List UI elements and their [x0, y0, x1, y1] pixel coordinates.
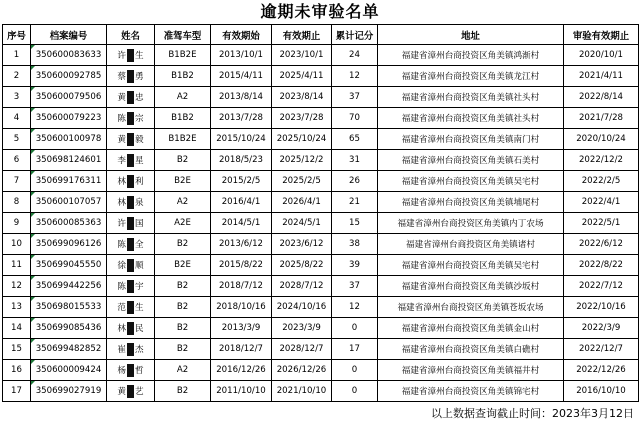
cell-valid-from: 2016/12/26 — [211, 360, 272, 381]
cell-valid-to: 2023/10/1 — [272, 45, 332, 66]
cell-points: 31 — [332, 150, 378, 171]
cell-inspection-expiry: 2020/10/24 — [564, 129, 639, 150]
given-name: 生 — [135, 50, 144, 61]
query-cutoff-note: 以上数据查询截止时间：2023年3月12日 — [431, 407, 634, 420]
surname: 李 — [117, 155, 126, 166]
cell-valid-to: 2023/8/14 — [272, 87, 332, 108]
redaction-mark — [127, 91, 134, 104]
surname: 林 — [117, 323, 126, 334]
cell-file-number: 350600100978 — [31, 129, 107, 150]
cell-file-number: 350699442256 — [31, 276, 107, 297]
cell-file-number: 350698015533 — [31, 297, 107, 318]
cell-license-class: B1B2 — [155, 66, 211, 87]
cell-file-number: 350600085363 — [31, 213, 107, 234]
table-row — [3, 66, 639, 87]
cell-name — [107, 150, 155, 171]
given-name: 星 — [135, 155, 144, 166]
cell-inspection-expiry: 2022/8/14 — [564, 87, 639, 108]
cell-valid-from: 2013/10/1 — [211, 45, 272, 66]
cell-points: 0 — [332, 360, 378, 381]
cell-name — [107, 129, 155, 150]
table-row — [3, 255, 639, 276]
cell-name — [107, 297, 155, 318]
cell-valid-to: 2023/7/28 — [272, 108, 332, 129]
surname: 陈 — [117, 239, 126, 250]
cell-seq: 9 — [3, 213, 31, 234]
cell-seq: 17 — [3, 381, 31, 402]
table-row — [3, 150, 639, 171]
cell-name — [107, 255, 155, 276]
cell-license-class: B2E — [155, 171, 211, 192]
given-name: 国 — [135, 218, 144, 229]
cell-points: 0 — [332, 318, 378, 339]
given-name: 民 — [135, 323, 144, 334]
redaction-mark — [127, 196, 134, 209]
cell-points: 37 — [332, 87, 378, 108]
cell-valid-from: 2016/4/1 — [211, 192, 272, 213]
given-name: 忠 — [135, 92, 144, 103]
cell-valid-from: 2011/10/10 — [211, 381, 272, 402]
cell-seq: 13 — [3, 297, 31, 318]
redaction-mark — [127, 238, 134, 251]
cell-valid-from: 2013/7/28 — [211, 108, 272, 129]
cell-file-number: 350600083633 — [31, 45, 107, 66]
cell-address: 福建省漳州台商投资区角美镇沙坂村 — [378, 276, 564, 297]
overdue-list-table — [2, 24, 639, 402]
cell-valid-to: 2025/10/24 — [272, 129, 332, 150]
cell-inspection-expiry: 2022/10/16 — [564, 297, 639, 318]
cell-name — [107, 318, 155, 339]
surname: 崔 — [117, 344, 126, 355]
cell-inspection-expiry: 2022/2/5 — [564, 171, 639, 192]
cell-address: 福建省漳州台商投资区角美镇吴宅村 — [378, 255, 564, 276]
cell-address: 福建省漳州台商投资区角美镇福井村 — [378, 360, 564, 381]
cell-inspection-expiry: 2022/8/22 — [564, 255, 639, 276]
cell-name — [107, 108, 155, 129]
header-row — [3, 25, 639, 45]
cell-inspection-expiry: 2020/10/1 — [564, 45, 639, 66]
cell-valid-from: 2013/3/9 — [211, 318, 272, 339]
given-name: 艺 — [135, 386, 144, 397]
cell-valid-to: 2023/3/9 — [272, 318, 332, 339]
surname: 徐 — [117, 260, 126, 271]
table-row — [3, 360, 639, 381]
cell-inspection-expiry: 2022/3/9 — [564, 318, 639, 339]
cell-seq: 4 — [3, 108, 31, 129]
cell-valid-from: 2018/12/7 — [211, 339, 272, 360]
given-name: 顺 — [135, 260, 144, 271]
redaction-mark — [127, 385, 134, 398]
surname: 林 — [117, 197, 126, 208]
cell-seq: 11 — [3, 255, 31, 276]
cell-valid-to: 2028/12/7 — [272, 339, 332, 360]
cell-name — [107, 276, 155, 297]
given-name: 利 — [135, 176, 144, 187]
cell-seq: 2 — [3, 66, 31, 87]
cell-license-class: B2 — [155, 150, 211, 171]
cell-license-class: B2 — [155, 381, 211, 402]
cell-valid-to: 2025/12/2 — [272, 150, 332, 171]
cell-valid-from: 2014/5/1 — [211, 213, 272, 234]
cell-file-number: 350600092785 — [31, 66, 107, 87]
cell-inspection-expiry: 2016/10/10 — [564, 381, 639, 402]
cell-name — [107, 66, 155, 87]
cell-seq: 12 — [3, 276, 31, 297]
surname: 陈 — [117, 113, 126, 124]
surname: 杨 — [117, 365, 126, 376]
cell-inspection-expiry: 2021/4/11 — [564, 66, 639, 87]
header-cell: 有效期始 — [211, 25, 272, 45]
cell-seq: 1 — [3, 45, 31, 66]
cell-address: 福建省漳州台商投资区角美镇鸿渐村 — [378, 45, 564, 66]
cell-valid-from: 2013/6/12 — [211, 234, 272, 255]
cell-points: 65 — [332, 129, 378, 150]
cell-license-class: A2E — [155, 213, 211, 234]
surname: 黄 — [117, 92, 126, 103]
redaction-mark — [127, 70, 134, 83]
table-row — [3, 87, 639, 108]
cell-address: 福建省漳州台商投资区角美镇石美村 — [378, 150, 564, 171]
cell-inspection-expiry: 2021/7/28 — [564, 108, 639, 129]
table-row — [3, 192, 639, 213]
table-row — [3, 297, 639, 318]
cell-seq: 14 — [3, 318, 31, 339]
cell-valid-from: 2015/10/24 — [211, 129, 272, 150]
cell-address: 福建省漳州台商投资区角美镇苍坂农场 — [378, 297, 564, 318]
cell-address: 福建省漳州台商投资区角美镇锦宅村 — [378, 381, 564, 402]
cell-points: 17 — [332, 339, 378, 360]
table-row — [3, 45, 639, 66]
redaction-mark — [127, 133, 134, 146]
cell-valid-from: 2018/7/12 — [211, 276, 272, 297]
redaction-mark — [127, 280, 134, 293]
table-row — [3, 129, 639, 150]
surname: 范 — [117, 302, 126, 313]
cell-file-number: 350698124601 — [31, 150, 107, 171]
cell-file-number: 350600009424 — [31, 360, 107, 381]
cell-valid-to: 2025/4/11 — [272, 66, 332, 87]
cell-license-class: B2 — [155, 339, 211, 360]
cell-name — [107, 192, 155, 213]
cell-address: 福建省漳州台商投资区角美镇龙江村 — [378, 66, 564, 87]
cell-file-number: 350699482852 — [31, 339, 107, 360]
cell-points: 21 — [332, 192, 378, 213]
redaction-mark — [127, 49, 134, 62]
cell-points: 15 — [332, 213, 378, 234]
cell-file-number: 350699096126 — [31, 234, 107, 255]
table-row — [3, 339, 639, 360]
cell-name — [107, 234, 155, 255]
cell-license-class: B2 — [155, 234, 211, 255]
cell-license-class: B2 — [155, 297, 211, 318]
cell-name — [107, 381, 155, 402]
table-row — [3, 171, 639, 192]
table-row — [3, 108, 639, 129]
cell-file-number: 350600079223 — [31, 108, 107, 129]
given-name: 勇 — [135, 71, 144, 82]
cell-license-class: B1B2E — [155, 129, 211, 150]
table-row — [3, 381, 639, 402]
surname: 许 — [117, 50, 126, 61]
table-row — [3, 213, 639, 234]
cell-address: 福建省漳州台商投资区角美镇诸村 — [378, 234, 564, 255]
cell-seq: 5 — [3, 129, 31, 150]
surname: 蔡 — [117, 71, 126, 82]
header-cell: 累计记分 — [332, 25, 378, 45]
cell-seq: 8 — [3, 192, 31, 213]
header-cell: 姓名 — [107, 25, 155, 45]
cell-license-class: A2 — [155, 360, 211, 381]
redaction-mark — [127, 364, 134, 377]
cell-seq: 7 — [3, 171, 31, 192]
cell-address: 福建省漳州台商投资区角美镇白礁村 — [378, 339, 564, 360]
cell-address: 福建省漳州台商投资区角美镇埔尾村 — [378, 192, 564, 213]
redaction-mark — [127, 301, 134, 314]
cell-name — [107, 213, 155, 234]
cell-points: 26 — [332, 171, 378, 192]
cell-file-number: 350699027919 — [31, 381, 107, 402]
cell-name — [107, 45, 155, 66]
cell-valid-from: 2015/2/5 — [211, 171, 272, 192]
cell-valid-to: 2025/2/5 — [272, 171, 332, 192]
cell-points: 0 — [332, 381, 378, 402]
header-cell: 有效期止 — [272, 25, 332, 45]
surname: 陈 — [117, 281, 126, 292]
cell-points: 12 — [332, 297, 378, 318]
cell-valid-to: 2026/12/26 — [272, 360, 332, 381]
cell-license-class: A2 — [155, 87, 211, 108]
header-cell: 地址 — [378, 25, 564, 45]
cell-points: 12 — [332, 66, 378, 87]
header-cell: 序号 — [3, 25, 31, 45]
redaction-mark — [127, 154, 134, 167]
table-row — [3, 234, 639, 255]
cell-points: 37 — [332, 276, 378, 297]
header-cell: 准驾车型 — [155, 25, 211, 45]
given-name: 泉 — [135, 197, 144, 208]
cell-valid-from: 2015/8/22 — [211, 255, 272, 276]
cell-file-number: 350699085436 — [31, 318, 107, 339]
cell-license-class: B1B2E — [155, 45, 211, 66]
cell-valid-to: 2021/10/10 — [272, 381, 332, 402]
redaction-mark — [127, 259, 134, 272]
given-name: 宗 — [135, 113, 144, 124]
cell-address: 福建省漳州台商投资区角美镇金山村 — [378, 318, 564, 339]
cell-seq: 3 — [3, 87, 31, 108]
cell-valid-from: 2015/4/11 — [211, 66, 272, 87]
cell-license-class: B1B2 — [155, 108, 211, 129]
given-name: 哲 — [135, 365, 144, 376]
given-name: 毅 — [135, 134, 144, 145]
cell-address: 福建省漳州台商投资区角美镇内丁农场 — [378, 213, 564, 234]
cell-inspection-expiry: 2022/12/7 — [564, 339, 639, 360]
cell-address: 福建省漳州台商投资区角美镇社头村 — [378, 108, 564, 129]
cell-inspection-expiry: 2022/5/1 — [564, 213, 639, 234]
cell-name — [107, 87, 155, 108]
cell-address: 福建省漳州台商投资区角美镇南门村 — [378, 129, 564, 150]
cell-license-class: B2 — [155, 318, 211, 339]
cell-address: 福建省漳州台商投资区角美镇社头村 — [378, 87, 564, 108]
header-cell: 审验有效期止 — [564, 25, 639, 45]
cell-valid-from: 2018/5/23 — [211, 150, 272, 171]
given-name: 杰 — [135, 344, 144, 355]
table-row — [3, 276, 639, 297]
cell-valid-to: 2024/10/16 — [272, 297, 332, 318]
cell-inspection-expiry: 2022/12/26 — [564, 360, 639, 381]
cell-valid-to: 2023/6/12 — [272, 234, 332, 255]
cell-inspection-expiry: 2022/4/1 — [564, 192, 639, 213]
cell-license-class: A2 — [155, 192, 211, 213]
cell-valid-to: 2025/8/22 — [272, 255, 332, 276]
cell-valid-to: 2028/7/12 — [272, 276, 332, 297]
redaction-mark — [127, 217, 134, 230]
cell-seq: 10 — [3, 234, 31, 255]
given-name: 生 — [135, 302, 144, 313]
redaction-mark — [127, 322, 134, 335]
cell-license-class: B2E — [155, 255, 211, 276]
cell-license-class: B2 — [155, 276, 211, 297]
cell-points: 38 — [332, 234, 378, 255]
cell-name — [107, 171, 155, 192]
cell-name — [107, 360, 155, 381]
cell-points: 39 — [332, 255, 378, 276]
given-name: 全 — [135, 239, 144, 250]
surname: 许 — [117, 218, 126, 229]
cell-seq: 16 — [3, 360, 31, 381]
table-row — [3, 318, 639, 339]
cell-file-number: 350600107057 — [31, 192, 107, 213]
redaction-mark — [127, 175, 134, 188]
surname: 黄 — [117, 134, 126, 145]
given-name: 宇 — [135, 281, 144, 292]
cell-file-number: 350699176311 — [31, 171, 107, 192]
cell-points: 70 — [332, 108, 378, 129]
cell-address: 福建省漳州台商投资区角美镇吴宅村 — [378, 171, 564, 192]
cell-inspection-expiry: 2022/6/12 — [564, 234, 639, 255]
cell-file-number: 350600079506 — [31, 87, 107, 108]
cell-valid-from: 2018/10/16 — [211, 297, 272, 318]
cell-points: 24 — [332, 45, 378, 66]
cell-valid-to: 2024/5/1 — [272, 213, 332, 234]
surname: 黄 — [117, 386, 126, 397]
surname: 林 — [117, 176, 126, 187]
header-cell: 档案编号 — [31, 25, 107, 45]
sheet-title: 逾期未审验名单 — [260, 2, 380, 21]
cell-valid-to: 2026/4/1 — [272, 192, 332, 213]
cell-inspection-expiry: 2022/12/2 — [564, 150, 639, 171]
cell-name — [107, 339, 155, 360]
cell-valid-from: 2013/8/14 — [211, 87, 272, 108]
cell-seq: 6 — [3, 150, 31, 171]
cell-file-number: 350699045550 — [31, 255, 107, 276]
redaction-mark — [127, 343, 134, 356]
cell-seq: 15 — [3, 339, 31, 360]
redaction-mark — [127, 112, 134, 125]
cell-inspection-expiry: 2022/7/12 — [564, 276, 639, 297]
